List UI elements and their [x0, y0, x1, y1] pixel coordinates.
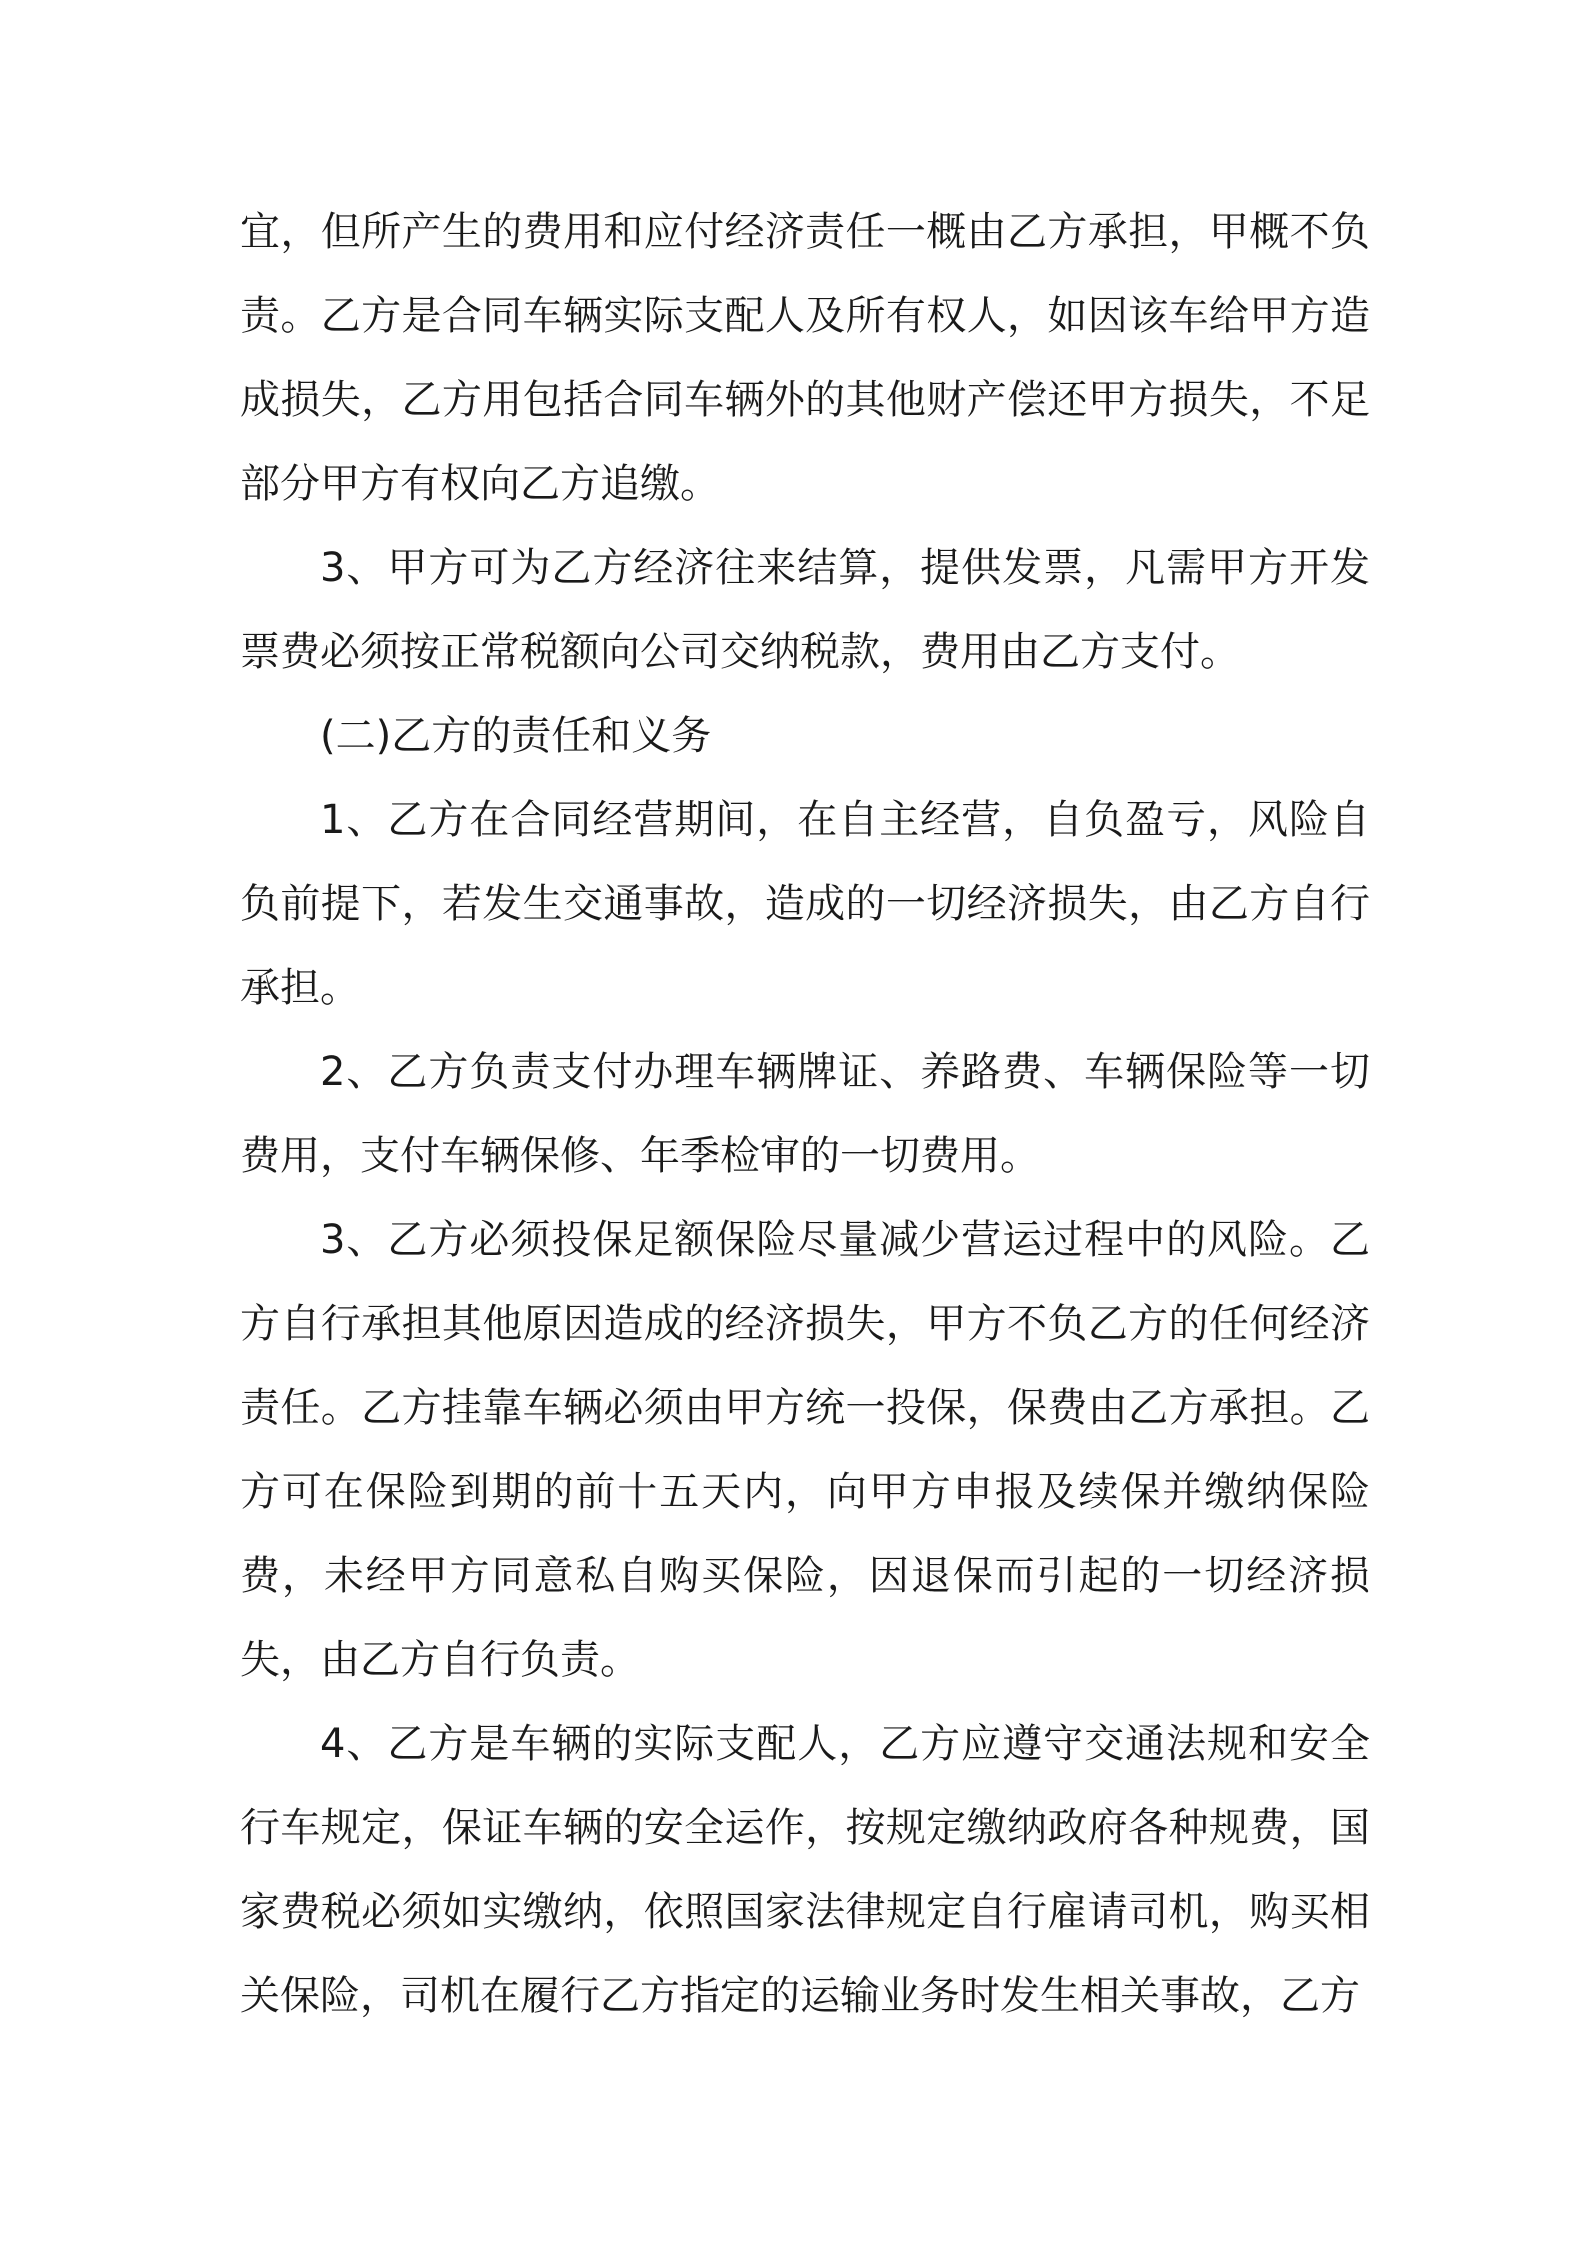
paragraph-continuation: 宜，但所产生的费用和应付经济责任一概由乙方承担，甲概不负责。乙方是合同车辆实际支配人及所有权人，如因该车给甲方造成损失，乙方用包括合同车辆外的其他财产偿还甲方损失，不足部分甲方有权向乙方追缴。	[240, 209, 1370, 507]
paragraph-party-b-clause-3: 3、乙方必须投保足额保险尽量减少营运过程中的风险。乙方自行承担其他原因造成的经济损失，甲方不负乙方的任何经济责任。乙方挂靠车辆必须由甲方统一投保，保费由乙方承担。乙方可在保险到期的前十五天内，向甲方申报及续保并缴纳保险费，未经甲方同意私自购买保险，因退保而引起的一切经济损失，由乙方自行负责。	[240, 1217, 1370, 1683]
paragraph-party-b-clause-1: 1、乙方在合同经营期间，在自主经营，自负盈亏，风险自负前提下，若发生交通事故，造成的一切经济损失，由乙方自行承担。	[240, 797, 1370, 1011]
paragraph-party-a-clause-3: 3、甲方可为乙方经济往来结算，提供发票，凡需甲方开发票费必须按正常税额向公司交纳税款，费用由乙方支付。	[240, 545, 1370, 675]
section-heading-party-b: (二)乙方的责任和义务	[320, 713, 712, 759]
paragraph-party-b-clause-4: 4、乙方是车辆的实际支配人，乙方应遵守交通法规和安全行车规定，保证车辆的安全运作，按规定缴纳政府各种规费，国家费税必须如实缴纳，依照国家法律规定自行雇请司机，购买相关保险，司机在履行乙方指定的运输业务时发生相关事故，乙方	[240, 1721, 1370, 2019]
document-page	[240, 190, 1370, 2038]
paragraph-party-b-clause-2: 2、乙方负责支付办理车辆牌证、养路费、车辆保险等一切费用，支付车辆保修、年季检审的一切费用。	[240, 1049, 1370, 1179]
